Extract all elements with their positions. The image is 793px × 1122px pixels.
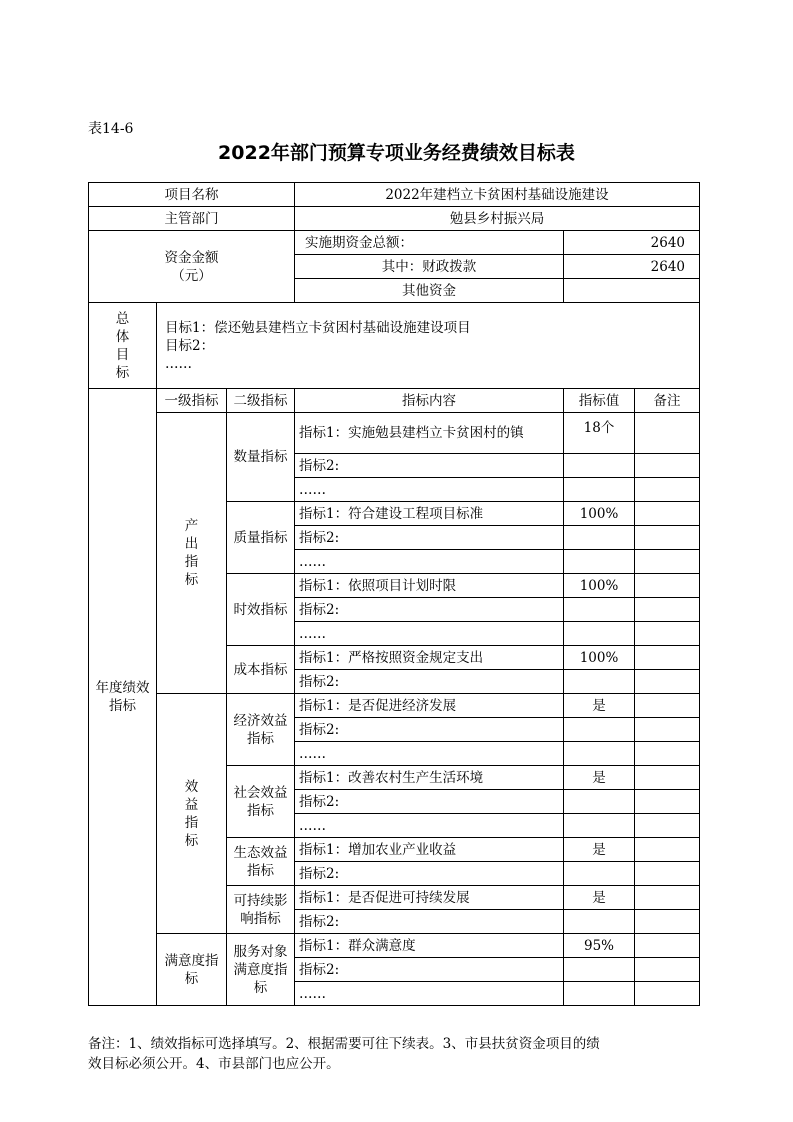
empty-cell (635, 742, 700, 766)
funds-label-line1: 资金金额 (164, 249, 219, 266)
output-label-char: 产 (184, 518, 199, 534)
funds-fiscal-label: 其中：财政拨款 (295, 255, 564, 279)
quality-indicator-label: 质量指标 (227, 502, 295, 574)
footnote-line1: 备注：1、绩效指标可选择填写。2、根据需要可往下续表。3、市县扶贫资金项目的绩 (88, 1036, 600, 1052)
empty-cell (635, 694, 700, 718)
header-level1: 一级指标 (157, 389, 227, 413)
empty-cell (635, 646, 700, 670)
empty-cell (635, 622, 700, 646)
funds-total-label: 实施期资金总额： (295, 231, 564, 255)
benefit-label-char: 益 (184, 796, 199, 813)
economic-indicator-label (227, 694, 295, 766)
header-level2: 二级指标 (227, 389, 295, 413)
row-indicator-headers (89, 389, 700, 413)
output-label-char: 出 (184, 536, 199, 552)
satisfaction-indicator-2: 指标2: (295, 958, 564, 982)
project-name-label: 项目名称 (89, 183, 295, 207)
overall-goal-line1: 目标1：偿还勉县建档立卡贫困村基础设施建设项目 (165, 319, 471, 336)
empty-cell (635, 598, 700, 622)
sustainable-indicator-label (227, 886, 295, 934)
empty-cell (635, 982, 700, 1006)
quantity-indicator-1-remark (635, 413, 700, 454)
performance-goal-table (88, 182, 700, 1006)
ecological-label-line2: 指标 (247, 862, 274, 879)
timeliness-indicator-1: 指标1：依照项目计划时限 (295, 574, 564, 598)
social-label-line2: 指标 (247, 802, 274, 819)
table-row (89, 694, 700, 718)
quality-indicator-1: 指标1：符合建设工程项目标准 (295, 502, 564, 526)
empty-cell (635, 958, 700, 982)
timeliness-indicator-label: 时效指标 (227, 574, 295, 646)
ecological-indicator-label (227, 838, 295, 886)
benefit-label-char: 效 (184, 778, 199, 795)
empty-cell (635, 718, 700, 742)
sustainable-indicator-1: 指标1：是否促进可持续发展 (295, 886, 564, 910)
funds-total-value: 2640 (564, 231, 700, 255)
overall-goal-label (89, 303, 157, 389)
empty-cell (564, 478, 635, 502)
overall-goal-char: 标 (115, 364, 130, 381)
timeliness-indicator-3: …… (295, 622, 564, 646)
output-label-char: 指 (184, 554, 199, 570)
funds-fiscal-value: 2640 (564, 255, 700, 279)
empty-cell (635, 574, 700, 598)
benefit-label-char: 标 (184, 832, 199, 849)
economic-indicator-1-value: 是 (564, 694, 635, 718)
footnote-line2: 效目标必须公开。4、市县部门也应公开。 (88, 1056, 340, 1072)
quantity-indicator-1-value: 18个 (564, 413, 635, 454)
empty-cell (564, 718, 635, 742)
economic-indicator-2: 指标2: (295, 718, 564, 742)
overall-goal-line2: 目标2： (165, 337, 215, 354)
header-remark: 备注 (635, 389, 700, 413)
empty-cell (635, 910, 700, 934)
service-satisfaction-line1: 服务对象 (233, 943, 288, 960)
cost-indicator-label: 成本指标 (227, 646, 295, 694)
economic-indicator-1: 指标1：是否促进经济发展 (295, 694, 564, 718)
row-department (89, 207, 700, 231)
empty-cell (635, 838, 700, 862)
empty-cell (635, 526, 700, 550)
cost-indicator-2: 指标2: (295, 670, 564, 694)
page-title: 2022年部门预算专项业务经费绩效目标表 (218, 142, 575, 164)
empty-cell (635, 502, 700, 526)
service-satisfaction-line2: 满意度指 (233, 961, 288, 978)
empty-cell (635, 670, 700, 694)
empty-cell (564, 910, 635, 934)
empty-cell (564, 862, 635, 886)
cost-indicator-1-value: 100% (564, 646, 635, 670)
satisfaction-indicators-label (157, 934, 227, 1006)
overall-goal-char: 体 (115, 328, 130, 345)
empty-cell (564, 982, 635, 1006)
table-row (89, 413, 700, 454)
service-satisfaction-line3: 标 (253, 979, 268, 996)
row-funds-total (89, 231, 700, 255)
row-project-name (89, 183, 700, 207)
empty-cell (564, 550, 635, 574)
quality-indicator-2: 指标2: (295, 526, 564, 550)
empty-cell (635, 790, 700, 814)
empty-cell (635, 454, 700, 478)
quality-indicator-3: …… (295, 550, 564, 574)
funds-other-value (564, 279, 700, 303)
ecological-indicator-2: 指标2: (295, 862, 564, 886)
satisfaction-indicator-1: 指标1：群众满意度 (295, 934, 564, 958)
benefit-label-char: 指 (184, 814, 199, 831)
header-value: 指标值 (564, 389, 635, 413)
empty-cell (564, 598, 635, 622)
quantity-indicator-3: …… (295, 478, 564, 502)
empty-cell (564, 454, 635, 478)
benefit-indicators-label (157, 694, 227, 934)
ecological-label-line1: 生态效益 (233, 844, 288, 861)
quantity-indicator-label: 数量指标 (227, 413, 295, 502)
empty-cell (635, 934, 700, 958)
social-indicator-1: 指标1：改善农村生产生活环境 (295, 766, 564, 790)
funds-other-label: 其他资金 (295, 279, 564, 303)
empty-cell (564, 814, 635, 838)
sustainable-indicator-2: 指标2: (295, 910, 564, 934)
satisfaction-label-line1: 满意度指 (164, 952, 219, 969)
empty-cell (564, 526, 635, 550)
timeliness-indicator-2: 指标2: (295, 598, 564, 622)
sustainable-label-line2: 响指标 (240, 910, 281, 927)
header-content: 指标内容 (295, 389, 564, 413)
empty-cell (564, 742, 635, 766)
satisfaction-indicator-1-value: 95% (564, 934, 635, 958)
empty-cell (635, 862, 700, 886)
economic-indicator-3: …… (295, 742, 564, 766)
overall-goal-char: 总 (115, 310, 130, 327)
timeliness-indicator-1-value: 100% (564, 574, 635, 598)
service-satisfaction-label (227, 934, 295, 1006)
table-row (89, 934, 700, 958)
social-indicator-2: 指标2: (295, 790, 564, 814)
social-indicator-1-value: 是 (564, 766, 635, 790)
economic-label-line2: 指标 (247, 730, 274, 747)
empty-cell (564, 790, 635, 814)
department-label: 主管部门 (89, 207, 295, 231)
quality-indicator-1-value: 100% (564, 502, 635, 526)
empty-cell (635, 766, 700, 790)
ecological-indicator-1: 指标1：增加农业产业收益 (295, 838, 564, 862)
social-label-line1: 社会效益 (233, 784, 288, 801)
empty-cell (635, 886, 700, 910)
cost-indicator-1: 指标1：严格按照资金规定支出 (295, 646, 564, 670)
social-indicator-3: …… (295, 814, 564, 838)
economic-label-line1: 经济效益 (233, 712, 288, 729)
satisfaction-indicator-3: …… (295, 982, 564, 1006)
overall-goal-line3: …… (165, 355, 192, 372)
empty-cell (564, 670, 635, 694)
empty-cell (635, 478, 700, 502)
satisfaction-label-line2: 标 (184, 970, 199, 987)
ecological-indicator-1-value: 是 (564, 838, 635, 862)
empty-cell (564, 958, 635, 982)
social-indicator-label (227, 766, 295, 838)
empty-cell (635, 550, 700, 574)
funds-label-line2: （元） (171, 267, 212, 284)
annual-indicators-label-line1: 年度绩效 (95, 680, 150, 696)
funds-label (89, 231, 295, 303)
project-name-value: 2022年建档立卡贫困村基础设施建设 (295, 183, 700, 207)
quantity-indicator-1: 指标1：实施勉县建档立卡贫困村的镇 (295, 413, 564, 454)
sustainable-label-line1: 可持续影 (233, 892, 288, 909)
overall-goal-char: 目 (115, 346, 130, 363)
overall-goal-content (157, 303, 700, 389)
sustainable-indicator-1-value: 是 (564, 886, 635, 910)
empty-cell (635, 814, 700, 838)
annual-indicators-label-line2: 指标 (109, 698, 136, 714)
annual-indicators-label (89, 389, 157, 1006)
output-label-char: 标 (184, 572, 199, 588)
quantity-indicator-2: 指标2: (295, 454, 564, 478)
department-value: 勉县乡村振兴局 (295, 207, 700, 231)
empty-cell (564, 622, 635, 646)
output-indicators-label (157, 413, 227, 694)
table-number: 表14-6 (88, 121, 134, 137)
row-overall-goal (89, 303, 700, 389)
footnote (88, 1034, 698, 1074)
